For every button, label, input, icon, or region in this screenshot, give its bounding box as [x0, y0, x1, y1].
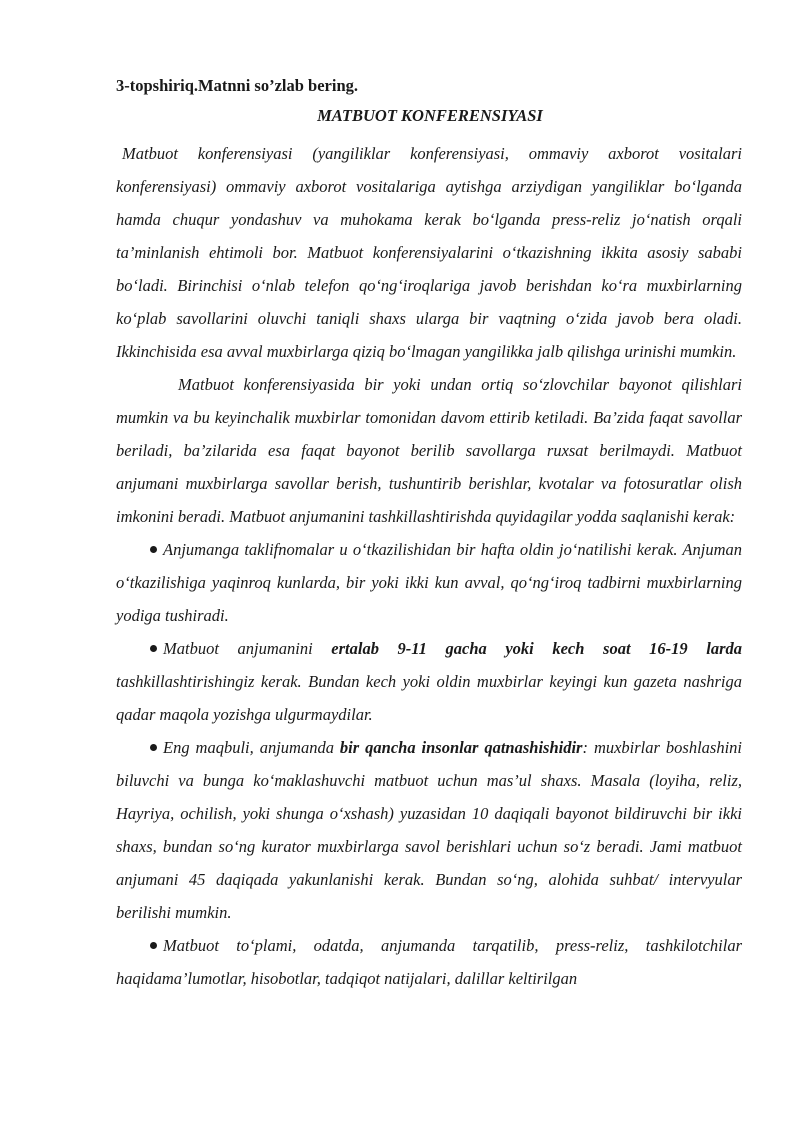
bullet-text: tashkillashtirishingiz kerak. Bundan kech yoki oldin muxbirlar keyingi kun gazeta nashriga qadar maqola yozishga ulgurmaydilar. — [116, 672, 742, 724]
bullet-item — [116, 929, 742, 995]
bullet-dot-icon — [150, 744, 157, 751]
bullet-emphasis: ertalab 9-11 gacha yoki kech soat 16-19 larda — [331, 639, 742, 658]
bullet-item — [116, 731, 742, 929]
paragraph: Matbuot konferensiyasida bir yoki undan ortiq so‘zlovchilar bayonot qilishlari mumkin va bu keyinchalik muxbirlar tomonidan davom ettirib ketiladi. Ba’zida faqat savollar beriladi, ba’zilarida esa faqat bayonot berilib savollarga ruxsat berilmaydi. Matbuot anjumani muxbirlarga savollar berish, tushuntirib berishlar, kvotalar va fotosuratlar olish imkonini beradi. Matbuot anjumanini tashkillashtirishda quyidagilar yodda saqlanishi kerak: — [116, 375, 742, 526]
bullet-dot-icon — [150, 942, 157, 949]
bullet-text: Anjumanga taklifnomalar u o‘tkazilishidan bir hafta oldin jo‘natilishi kerak. Anjuman o‘tkazilishiga yaqinroq kunlarda, bir yoki ikki kun avval, qo‘ng‘iroq tadbirni muxbirlarning yodiga tushiradi. — [116, 540, 742, 625]
bullet-emphasis: bir qancha insonlar qatnashishidir — [339, 738, 583, 757]
bullet-dot-icon — [150, 546, 157, 553]
document-body — [116, 137, 742, 995]
bullet-text: Matbuot anjumanini — [163, 639, 332, 658]
bullet-item — [116, 632, 742, 731]
paragraph: Matbuot konferensiyasi (yangiliklar konferensiyasi, ommaviy axborot vositalari konferensiyasi) ommaviy axborot vositalariga aytishga arziydigan yangiliklar bo‘lganda hamda chuqur yondashuv va muhokama kerak bo‘lganda press-reliz jo‘natish orqali ta’minlanish ehtimoli bor. Matbuot konferensiyalarini o‘tkazishning ikkita asosiy sababi bo‘ladi. Birinchisi o‘nlab telefon qo‘ng‘iroqlariga javob berishdan ko‘ra muxbirlarning ko‘plab savollarini oluvchi taniqli shaxs ularga bir vaqtning o‘zida javob bera oladi. Ikkinchisida esa avval muxbirlarga qiziq bo‘lmagan yangilikka jalb qilishga urinishi mumkin. — [116, 144, 742, 361]
task-heading: 3-topshiriq.Matnni so’zlab bering. — [116, 76, 359, 95]
bullet-dot-icon — [150, 645, 157, 652]
bullet-text: Matbuot to‘plami, odatda, anjumanda tarqatilib, press-reliz, tashkilotchilar haqidama’lumotlar, hisobotlar, tadqiqot natijalari, dalillar keltirilgan — [116, 936, 742, 988]
bullet-text: Eng maqbuli, anjumanda — [163, 738, 340, 757]
bullet-text: : muxbirlar boshlashini biluvchi va bunga ko‘maklashuvchi matbuot uchun mas’ul shaxs. Masala (loyiha, reliz, Hayriya, ochilish, yoki shunga o‘xshash) yuzasidan 10 daqiqali bayonot bildiruvchi bir ikki shaxs, bundan so‘ng kurator muxbirlarga savol berishlari uchun so‘z beradi. Jami matbuot anjumani 45 daqiqada yakunlanishi kerak. Bundan so‘ng, alohida suhbat/ intervyular berilishi mumkin. — [116, 738, 742, 922]
bullet-item — [116, 533, 742, 632]
document-title: MATBUOT KONFERENSIYASI — [317, 106, 543, 125]
